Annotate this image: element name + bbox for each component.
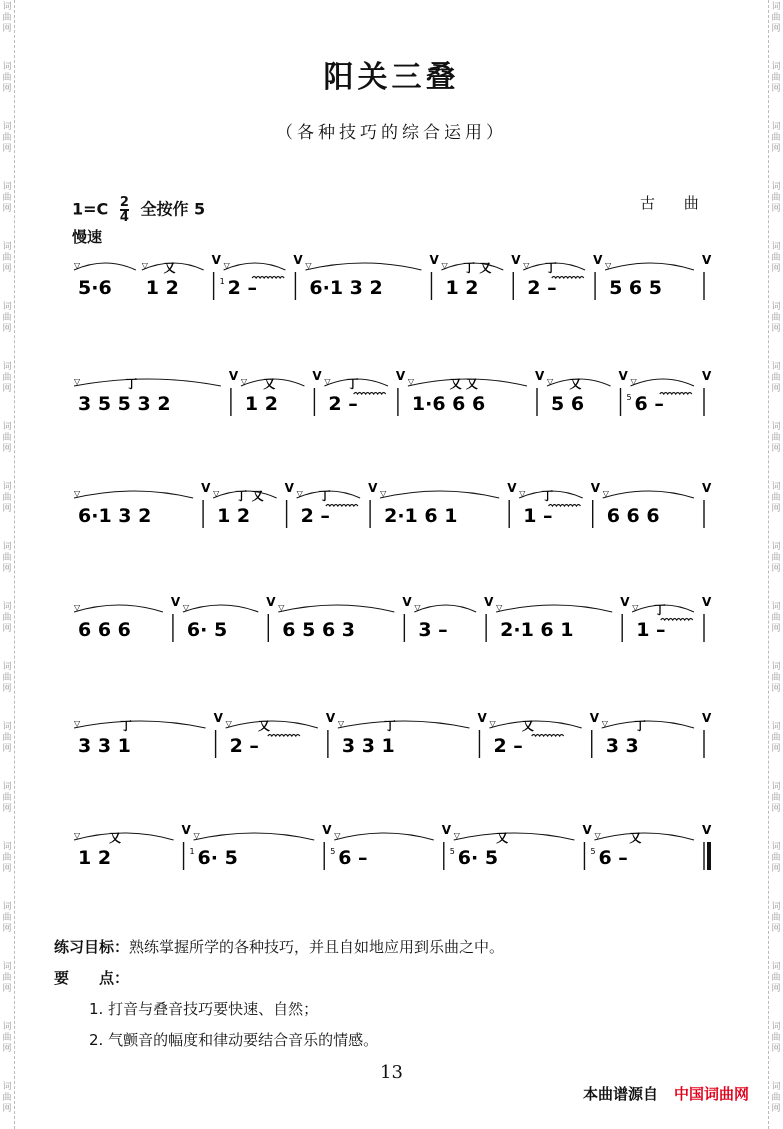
note-group: 1 2 [78,847,112,869]
note-group: 1 2 [217,505,251,527]
breath-mark: V [201,481,211,495]
breath-mark: ▽ [601,719,608,728]
watermark-text: 词 曲 网 [771,542,781,574]
breath-mark: V [284,481,294,495]
technique-mark: 丁 [318,489,331,503]
tempo-marking: 慢速 [72,228,103,246]
phrase-slur [380,491,499,498]
breath-mark: V [322,823,332,837]
technique-mark: 又 [629,831,642,845]
watermark-text: 词 曲 网 [2,482,12,514]
breath-mark: ▽ [334,831,341,840]
note-group: 3 3 [605,735,639,757]
breath-mark: V [429,253,439,267]
composer: 古 曲 [640,194,711,212]
grace-note: 5 [626,393,632,402]
technique-mark: 丁 [384,719,397,733]
breath-mark: V [170,595,181,609]
watermark-text: 词 曲 网 [2,122,12,154]
watermark-text: 词 曲 网 [771,782,781,814]
breath-mark: ▽ [496,603,503,612]
breath-mark: ▽ [605,261,612,270]
breath-mark: V [484,595,494,609]
note-group: 1 2 [244,393,278,415]
technique-mark: 又 [163,261,176,275]
note-group: 3 3 1 [78,735,131,757]
phrase-slur [414,605,476,612]
vibrato-line [660,393,692,395]
note-group: 2 – [493,735,523,757]
watermark-text: 词 曲 网 [2,242,12,274]
watermark-text: 词 曲 网 [2,1082,12,1114]
breath-mark: V [702,595,712,609]
breath-mark: V [312,369,322,383]
note-group: 6 – [634,393,664,415]
watermark-text: 词 曲 网 [2,842,12,874]
technique-mark: 丁 [346,377,359,391]
phrase-slur [183,605,258,612]
source-brand: 中国词曲网 [673,1085,749,1103]
technique-mark: 又 [496,831,509,845]
technique-mark: 丁 又 [235,489,264,503]
breath-mark: ▽ [594,831,601,840]
phrase-slur [74,379,221,386]
watermark-text: 词 曲 网 [2,182,12,214]
note-group: 3 3 1 [341,735,395,757]
fingering-note: 全按作 5 [140,199,206,219]
phrase-slur [334,833,434,840]
technique-mark: 丁 [120,719,133,733]
breath-mark: V [620,595,630,609]
vibrato-line [326,505,358,507]
note-group: 3 – [418,619,448,641]
breath-mark: ▽ [632,603,639,612]
note-group: 6· 5 [186,619,228,641]
breath-mark: ▽ [141,261,148,270]
note-group: 6· 5 [457,847,499,869]
breath-mark: ▽ [74,719,81,728]
watermark-text: 词 曲 网 [771,2,781,34]
technique-mark: 又 又 [449,377,478,391]
breath-mark: V [593,253,603,267]
note-group: 6· 5 [197,847,238,869]
note-group: 2 – [229,735,259,757]
vibrato-line [252,277,284,279]
grace-note: 1 [219,277,225,286]
time-sig-bottom: 4 [119,210,129,225]
breath-mark: V [402,595,412,609]
breath-mark: V [702,253,712,267]
watermark-text: 词 曲 网 [2,542,12,574]
note-group: 1 – [636,619,666,641]
point-item: 2. 气颤音的幅度和律动要结合音乐的情感。 [89,1031,379,1049]
breath-mark: V [702,481,712,495]
technique-mark: 丁 [634,719,647,733]
phrase-slur [605,263,694,270]
phrase-slur [305,263,421,270]
breath-mark: ▽ [519,489,526,498]
technique-mark: 丁 又 [463,261,492,275]
note-group: 6 6 6 [78,619,131,641]
breath-mark: ▽ [278,603,285,612]
breath-mark: V [511,253,521,267]
breath-mark: V [535,369,545,383]
points-label: 要 点： [54,969,130,987]
watermark-text: 词 曲 网 [771,122,781,154]
technique-mark: 又 [108,831,121,845]
note-group: 1 2 [145,277,179,299]
breath-mark: V [325,711,336,725]
grace-note: 5 [449,847,455,856]
note-group: 6 – [338,847,368,869]
watermark-text: 词 曲 网 [771,482,781,514]
breath-mark: V [211,253,221,267]
grace-note: 5 [330,847,336,856]
breath-mark: ▽ [223,261,230,270]
practice-goal [54,932,504,963]
breath-mark: V [590,481,600,495]
watermark-text: 词 曲 网 [771,302,781,334]
phrase-slur [603,491,694,498]
note-group: 5 6 5 [609,277,662,299]
note-group: 2 – [300,505,330,527]
phrase-slur [496,605,612,612]
time-sig-top: 2 [119,195,129,210]
note-group: 6·1 3 2 [78,505,152,527]
note-group: 5 6 [551,393,585,415]
note-group: 2 – [527,277,557,299]
breath-mark: V [589,711,600,725]
breath-mark: ▽ [337,719,345,728]
breath-mark: ▽ [602,489,609,498]
grace-note: 1 [189,847,195,856]
breath-mark: V [228,369,239,383]
watermark-text: 词 曲 网 [771,182,781,214]
vibrato-line [548,505,580,507]
phrase-slur [74,263,136,270]
note-group: 3 5 5 3 2 [78,393,171,415]
watermark-text: 词 曲 网 [2,62,12,94]
breath-mark: ▽ [407,377,415,386]
breath-mark: ▽ [182,603,190,612]
phrase-slur [338,721,470,728]
note-group: 6·1 3 2 [309,277,383,299]
technique-mark: 丁 [541,489,554,503]
breath-mark: V [293,253,303,267]
watermark-text: 词 曲 网 [771,902,781,934]
grace-note: 5 [590,847,596,856]
breath-mark: V [266,595,276,609]
breath-mark: ▽ [441,261,448,270]
technique-mark: 又 [569,377,582,391]
key-signature: 1=C [72,199,109,219]
note-group: 6 6 6 [606,505,660,527]
watermark-text: 词 曲 网 [2,362,12,394]
song-subtitle: （各种技巧的综合运用） [276,123,507,143]
breath-mark: ▽ [74,831,81,840]
note-group: 1 – [523,505,553,527]
phrase-slur [226,721,318,728]
watermark-text: 词 曲 网 [2,962,12,994]
breath-mark: ▽ [213,489,220,498]
breath-mark: ▽ [296,489,303,498]
watermark-text: 词 曲 网 [771,662,781,694]
breath-mark: V [702,369,712,383]
phrase-slur [594,833,694,840]
note-group: 2·1 6 1 [384,505,458,527]
phrase-slur [224,263,286,270]
watermark-text: 词 曲 网 [771,422,781,454]
phrase-slur [194,833,315,840]
watermark-text: 词 曲 网 [771,1082,781,1114]
goal-label: 练习目标： [54,938,130,956]
source-credit [583,1083,749,1104]
breath-mark: ▽ [193,831,200,840]
breath-mark: ▽ [74,603,81,612]
breath-mark: V [618,369,628,383]
watermark-text: 词 曲 网 [771,722,781,754]
note-group: 2·1 6 1 [500,619,574,641]
phrase-slur [74,605,163,612]
breath-mark: ▽ [240,377,248,386]
breath-mark: V [702,823,712,837]
watermark-text: 词 曲 网 [2,722,12,754]
phrase-slur [454,833,575,840]
breath-mark: V [213,711,223,725]
practice-notes [54,932,504,1056]
breath-mark: V [181,823,191,837]
watermark-text: 词 曲 网 [771,242,781,274]
breath-mark: ▽ [225,719,232,728]
phrase-slur [278,605,394,612]
page-number: 13 [380,1062,403,1083]
note-group: 1 2 [445,277,479,299]
breath-mark: ▽ [547,377,554,386]
watermark-text: 词 曲 网 [2,302,12,334]
note-group: 2 – [227,277,257,299]
breath-mark: ▽ [324,377,331,386]
technique-mark: 丁 [125,377,138,391]
breath-mark: ▽ [380,489,387,498]
watermark-text: 词 曲 网 [771,362,781,394]
breath-mark: V [395,369,406,383]
breath-mark: V [477,711,487,725]
vibrato-line [354,393,386,395]
point-item: 1. 打音与叠音技巧要快速、自然； [89,1000,319,1018]
phrase-slur [74,833,174,840]
watermark-text: 词 曲 网 [771,842,781,874]
note-group: 5·6 [78,277,112,299]
vibrato-line [268,735,300,737]
phrase-slur [74,721,206,728]
phrase-slur [631,379,695,386]
breath-mark: V [441,823,452,837]
breath-mark: V [582,823,592,837]
watermark-text: 词 曲 网 [771,962,781,994]
technique-mark: 又 [263,377,276,391]
phrase-slur [74,491,193,498]
breath-mark: V [702,711,712,725]
technique-mark: 又 [521,719,534,733]
watermark-text: 词 曲 网 [2,1022,12,1054]
watermark-text: 词 曲 网 [2,422,12,454]
breath-mark: V [368,481,378,495]
technique-mark: 又 [257,719,270,733]
watermark-text: 词 曲 网 [771,1022,781,1054]
technique-mark: 丁 [545,261,558,275]
song-title: 阳关三叠 [323,60,460,95]
watermark-text: 词 曲 网 [2,662,12,694]
watermark-text: 词 曲 网 [2,902,12,934]
note-group: 1·6 6 6 [411,393,486,415]
goal-text: 熟练掌握所学的各种技巧，并且自如地应用到乐曲之中。 [129,938,505,956]
vibrato-line [532,735,564,737]
watermark-text: 词 曲 网 [2,782,12,814]
breath-mark: ▽ [74,261,81,270]
note-group: 6 5 6 3 [282,619,356,641]
phrase-slur [489,721,581,728]
breath-mark: ▽ [489,719,496,728]
technique-mark: 丁 [653,603,666,617]
vibrato-line [552,277,584,279]
breath-mark: ▽ [414,603,421,612]
source-prefix: 本曲谱源自 [582,1085,658,1103]
breath-mark: ▽ [74,377,81,386]
vibrato-line [661,619,693,621]
breath-mark: ▽ [453,831,460,840]
note-group: 2 – [328,393,358,415]
watermark-text: 词 曲 网 [771,62,781,94]
watermark-text: 词 曲 网 [771,602,781,634]
phrase-slur [602,721,694,728]
watermark-text: 词 曲 网 [2,2,12,34]
breath-mark: ▽ [630,377,637,386]
note-group: 6 – [598,847,628,869]
watermark-text: 词 曲 网 [2,602,12,634]
breath-mark: ▽ [523,261,530,270]
breath-mark: V [507,481,517,495]
breath-mark: ▽ [74,489,81,498]
breath-mark: ▽ [305,261,312,270]
